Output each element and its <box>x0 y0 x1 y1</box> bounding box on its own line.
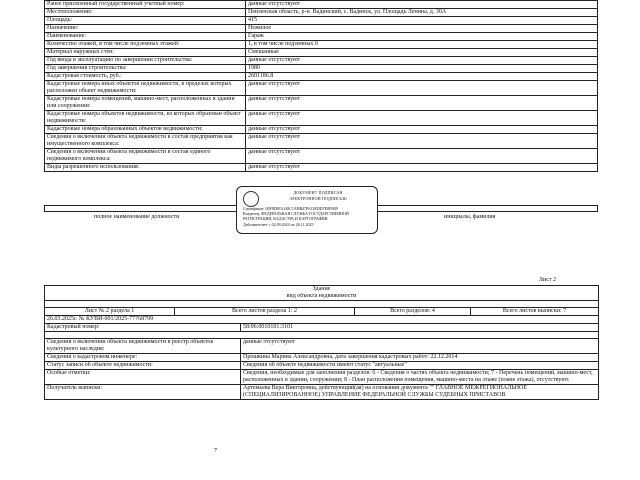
stamp-validity: Действителен: с 02.09.2024 по 26.11.2025 <box>243 222 314 227</box>
row-label: Получатель выписки: <box>45 385 241 400</box>
table-row <box>45 1 598 9</box>
row-value: данные отсутствуют <box>246 134 598 149</box>
row-label: Сведения о кадастровом инженере: <box>45 354 241 362</box>
row-value: Нежилое <box>246 25 598 33</box>
row-value: 2601186.8 <box>246 73 598 81</box>
section-table <box>44 285 599 400</box>
table-row <box>45 73 598 81</box>
row-label: Кадастровые номера образованных объектов недвижимости: <box>45 126 246 134</box>
row-label: Кадастровые номера объектов недвижимости, из которых образован объект недвижимости: <box>45 111 246 126</box>
row-label: Площадь: <box>45 17 246 25</box>
table-row <box>45 385 599 400</box>
table-row <box>45 57 598 65</box>
row-value: Смешанные <box>246 49 598 57</box>
row-label: Статус записи об объекте недвижимости: <box>45 362 241 370</box>
row-label: Материал наружных стен: <box>45 49 246 57</box>
table-row <box>45 134 598 149</box>
row-label: Виды разрешенного использования: <box>45 164 246 172</box>
row-value: данные отсутствуют <box>246 1 598 9</box>
extract-date-number: 26.03.2025г. № КУВИ-001/2025-77768799 <box>45 316 599 324</box>
table-row <box>45 354 599 362</box>
initials-label: инициалы, фамилия <box>444 214 496 220</box>
row-label: Кадастровая стоимость, руб.: <box>45 73 246 81</box>
table-row <box>45 96 598 111</box>
row-value: 1980 <box>246 65 598 73</box>
electronic-signature-stamp <box>236 186 378 234</box>
table-row <box>45 164 598 172</box>
spacer-row <box>45 332 599 339</box>
object-subtitle: вид объекта недвижимости <box>45 293 599 301</box>
row-label: Сведения о включении объекта недвижимости в состав предприятия как имущественного комплекса: <box>45 134 246 149</box>
row-label: Сведения о включении объекта недвижимости в реестр объектов культурного наследия: <box>45 339 241 354</box>
stamp-owner-cont: РЕГИСТРАЦИИ, КАДАСТРА И КАРТОГРАФИИ <box>243 216 328 221</box>
row-value: Артемьева Вера Викторовна, действующий(ая) на основании документа "" ГЛАВНОЕ МЕЖРЕГИОНАЛЬНОЕ (СПЕЦИАЛИЗИРОВАННОЕ) УПРАВЛЕНИЕ ФЕДЕРАЛЬНОЙ СЛУЖБЫ СУДЕБНЫХ ПРИСТАВОВ <box>241 385 599 400</box>
object-title: Здание <box>45 286 599 294</box>
table-row <box>45 370 599 385</box>
table-row <box>45 9 598 17</box>
table-row <box>45 362 599 370</box>
row-label: Наименование: <box>45 33 246 41</box>
row-label: Год ввода в эксплуатацию по завершении строительства: <box>45 57 246 65</box>
row-value: Прошкина Марина Александровна, дата завершения кадастровых работ: 22.12.2014 <box>241 354 599 362</box>
table-row <box>45 339 599 354</box>
row-value: данные отсутствуют <box>246 96 598 111</box>
row-value: данные отсутствуют <box>246 111 598 126</box>
row-label: Ранее присвоенный государственный учетный номер: <box>45 1 246 9</box>
row-label: Кадастровые номера иных объектов недвижимости, в пределах которых расположен объект недвижимости: <box>45 81 246 96</box>
table-row <box>45 33 598 41</box>
cadastral-number-value: 58:06:0010101:3101 <box>241 324 599 332</box>
row-label: Сведения о включении объекта недвижимости в состав единого недвижимого комплекса: <box>45 149 246 164</box>
row-label: Количество этажей, в том числе подземных этажей: <box>45 41 246 49</box>
emblem-icon <box>243 191 259 207</box>
row-value: Сведения, необходимые для заполнения разделов: 6 - Сведения о частях объекта недвижимости; 7 - Перечень помещений, машино-мест, расположенных в здании, сооружении; 8 - План расположения помещения, машино-места на этаже (плане этажа), отсутствуют. <box>241 370 599 385</box>
row-value: Сведения об объекте недвижимости имеют статус "актуальные" <box>241 362 599 370</box>
row-label: Год завершения строительства: <box>45 65 246 73</box>
page-mark: 7 <box>214 448 217 454</box>
row-value: данные отсутствуют <box>246 149 598 164</box>
row-value: данные отсутствуют <box>246 164 598 172</box>
row-value: данные отсутствуют <box>246 81 598 96</box>
sheets-total: Всего листов выписки: 7 <box>471 308 599 316</box>
sheet-number: Лист № 2 раздела 1 <box>45 308 175 316</box>
row-value: Пензенская область, р-н. Вадинский, с. Вадинск, ул. Площадь Ленина, д. 30А <box>246 9 598 17</box>
row-value: Гараж <box>246 33 598 41</box>
table-row <box>45 126 598 134</box>
row-value: данные отсутствуют <box>246 57 598 65</box>
stamp-subtitle: ЭЛЕКТРОННОЙ ПОДПИСЬЮ <box>289 196 347 201</box>
table-row <box>45 49 598 57</box>
row-value: 415 <box>246 17 598 25</box>
table-row <box>45 111 598 126</box>
table-row <box>45 25 598 33</box>
row-label: Кадастровые номера помещений, машино-мест, расположенных в здании или сооружении: <box>45 96 246 111</box>
table-row <box>45 81 598 96</box>
row-value: данные отсутствуют <box>246 126 598 134</box>
spacer-row <box>45 301 599 308</box>
row-label: Местоположение: <box>45 9 246 17</box>
table-row <box>45 17 598 25</box>
stamp-certificate: Сертификат: 00F8D8C6148C1ABB47F613EDD7E0F0B9 <box>243 206 338 211</box>
table-row <box>45 149 598 164</box>
position-label: полное наименование должности <box>94 214 180 220</box>
table-row <box>45 41 598 49</box>
sheet-label: Лист 2 <box>538 277 556 283</box>
property-details-table <box>44 0 598 172</box>
stamp-owner: Владелец: ФЕДЕРАЛЬНАЯ СЛУЖБА ГОСУДАРСТВЕННОЙ <box>243 211 349 216</box>
table-row <box>45 65 598 73</box>
sheets-in-section: Всего листов раздела 1: 2 <box>175 308 355 316</box>
row-label: Назначение: <box>45 25 246 33</box>
row-value: 1, в том числе подземных 0 <box>246 41 598 49</box>
row-label: Особые отметки: <box>45 370 241 385</box>
cadastral-number-label: Кадастровый номер: <box>45 324 241 332</box>
sections-total: Всего разделов: 4 <box>355 308 471 316</box>
stamp-title: ДОКУМЕНТ ПОДПИСАН <box>293 190 343 195</box>
row-value: данные отсутствуют <box>241 339 599 354</box>
